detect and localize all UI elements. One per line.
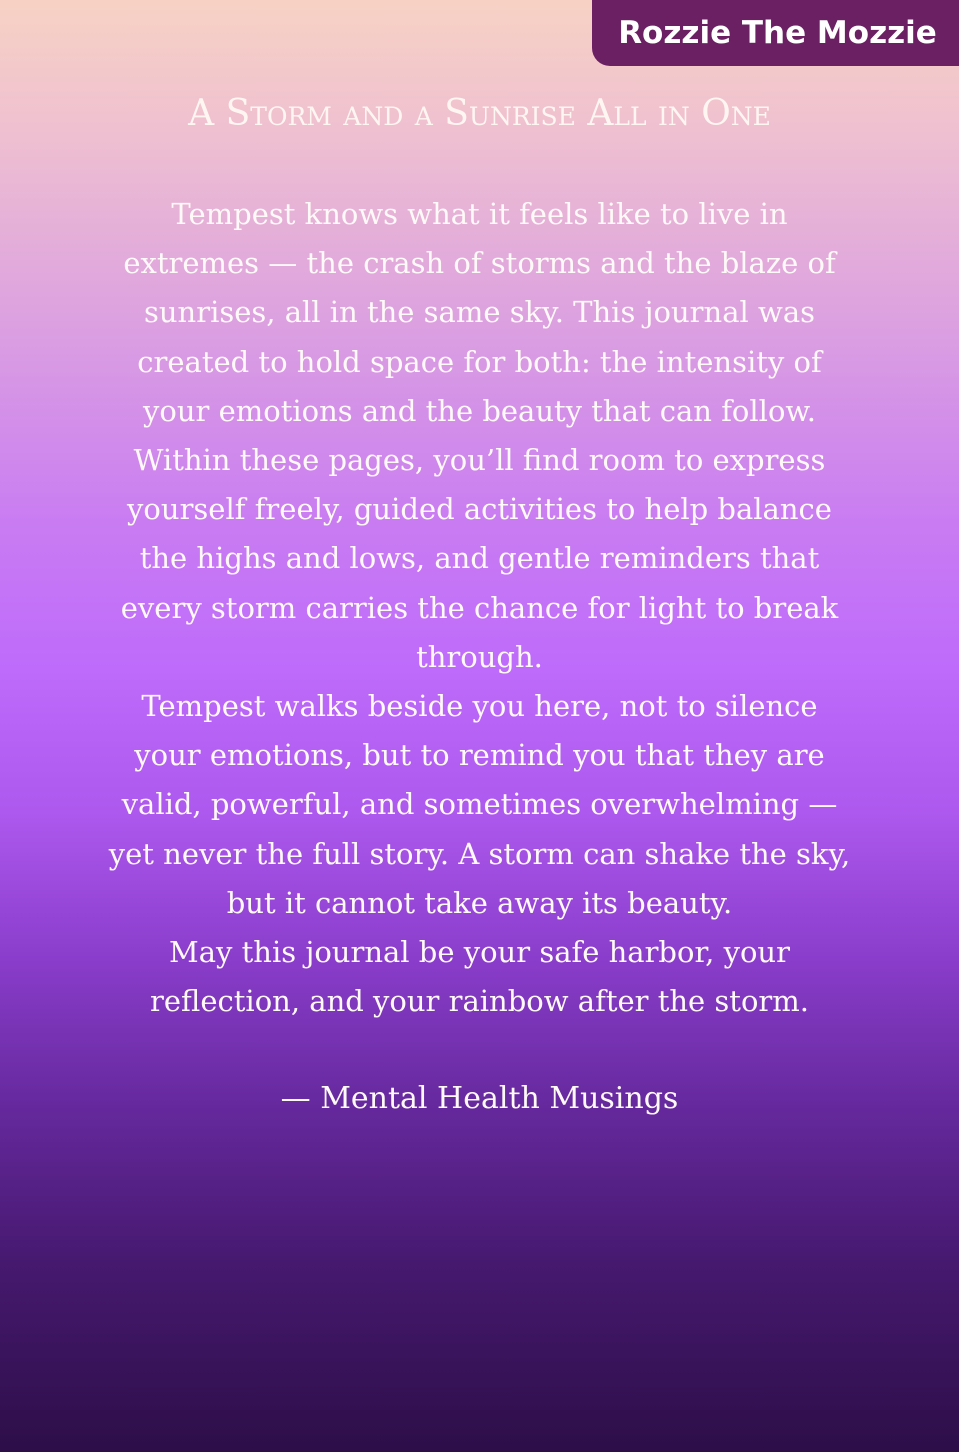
text-line: Within these pages, you’ll find room to express (133, 443, 826, 478)
text-line: extremes — the crash of storms and the blaze of (123, 246, 836, 281)
body-text (60, 190, 899, 1026)
text-line: created to hold space for both: the intensity of (137, 344, 822, 379)
text-line: May this journal be your safe harbor, your (169, 935, 790, 970)
text-line: reflection, and your rainbow after the storm. (150, 984, 809, 1019)
text-line: yet never the full story. A storm can shake the sky, (108, 836, 851, 871)
paragraph-tempest (60, 682, 899, 928)
text-line: yourself freely, guided activities to help balance (127, 492, 832, 527)
text-line: but it cannot take away its beauty. (226, 885, 733, 920)
text-line: through. (416, 639, 543, 674)
text-line: sunrises, all in the same sky. This journal was (144, 295, 815, 330)
text-line: your emotions and the beauty that can follow. (142, 393, 817, 428)
text-line: every storm carries the chance for light to break (120, 590, 839, 625)
text-line: your emotions, but to remind you that they are (134, 738, 825, 773)
brand-name: Rozzie The Mozzie (618, 15, 937, 51)
page-title: A Storm and a Sunrise All in One (188, 93, 771, 134)
brand-tab (592, 0, 959, 66)
text-line: the highs and lows, and gentle reminders that (139, 541, 820, 576)
signature: — Mental Health Musings (280, 1081, 679, 1116)
paragraph-closing (60, 928, 899, 1026)
text-line: Tempest walks beside you here, not to silence (141, 689, 818, 724)
paragraph-intro (60, 190, 899, 682)
text-line: valid, powerful, and sometimes overwhelming — (121, 787, 838, 822)
text-line: Tempest knows what it feels like to live in (171, 197, 788, 231)
